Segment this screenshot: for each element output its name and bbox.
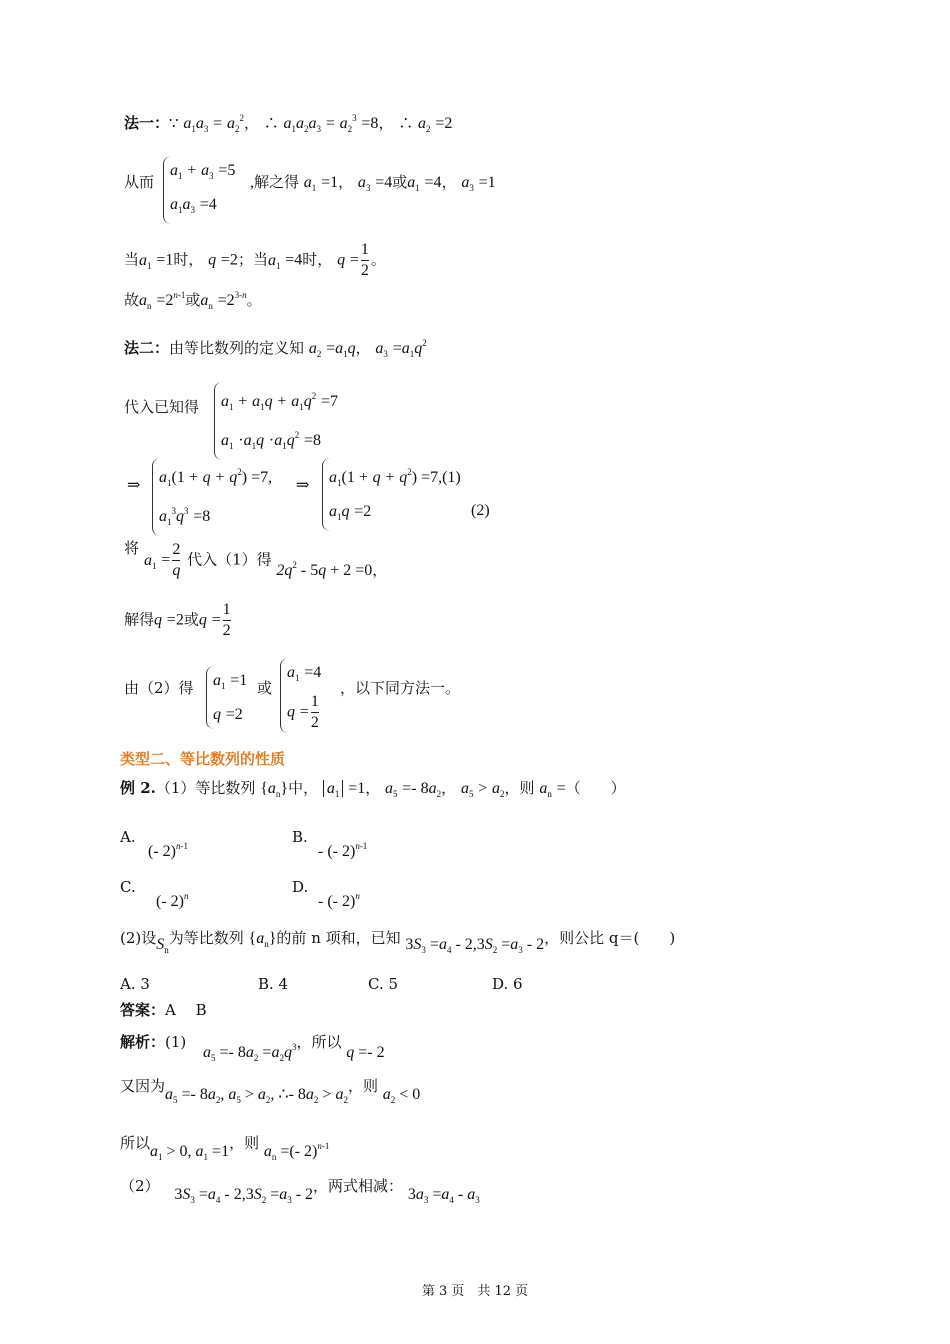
system-1: $a_1 + a_3 =5$ $a_1a_3 =4$ [163, 156, 235, 224]
jiang-label: 将 [124, 539, 140, 557]
choice-2B: B. 4 [258, 975, 289, 993]
substitute-line: $a_1$ = $\frac{2}{q}$ 代入（1）得 $2q^2 - 5q + 2 =0$， [144, 541, 388, 579]
example-label: 例 2. [120, 779, 156, 797]
when-line: 当$a_1 =1$时， q =2；当$a_1 =4$时， q = $\frac{1}{2}$ 。 [124, 241, 386, 279]
method2-label: 法二： [124, 339, 170, 357]
analysis-line1: 解析：(1) $a_5 =- 8a_2 =a_2q^3$，所以 q =- 2 [120, 1033, 385, 1063]
option-D-label: D. [292, 878, 309, 896]
option-B-label: B. [292, 828, 308, 846]
then-text: ，以下同方法一。 [340, 679, 461, 697]
solve-q-line: 解得q =2或q = $\frac{1}{2}$ [124, 601, 231, 639]
system-6: $a_1 =4$ q = $\frac{1}{2}$ [280, 658, 321, 733]
example2-part2: (2)设$S_n$为等比数列 $\{a_n\}$的前 n 项和，已知 $3S_3 =a_4 - 2,3S_2 =a_3 - 2$，则公比 q＝( ) [120, 929, 676, 955]
system-3: $a_1(1 + q + q^2) =7$, $a_1^3q^3 =8$ [152, 458, 272, 536]
implies-arrow-2: ⇒ [296, 477, 310, 494]
method2-line1: 法二：由等比数列的定义知 $a_2 =a_1q$， $a_3 =a_1q^2$ [124, 338, 427, 359]
example2-line1: 例 2.（1）等比数列 $\{a_n\}$中， $a_1 =1$， $a_5 =- 8a_2$， $a_5 > a_2$，则 $a_n$ =（ ） [120, 779, 626, 799]
analysis-line3: 所以$a_1 > 0$, $a_1 =1$，则 $a_n$ =(- 2)$^{n-1}$ [120, 1134, 330, 1162]
option-C: (- 2)$^n$ [156, 891, 189, 910]
system-5: $a_1 =1$ q =2 [206, 666, 247, 729]
implies-arrow-1: ⇒ [127, 477, 141, 494]
answer-line: 答案：A B [120, 1001, 207, 1019]
or-text: 或 [257, 679, 273, 697]
from2-text: 由（2）得 [124, 679, 194, 697]
analysis-line4: （2） $3S_3 =a_4 - 2,3S_2 =a_3 - 2$，两式相减： $3a_3 =a_4 - a_3$ [120, 1177, 480, 1205]
from-text: 从而 [124, 173, 155, 191]
choice-2A: A. 3 [120, 975, 150, 993]
page-footer: 第 3 页 共 12 页 [421, 1284, 529, 1299]
choice-2D: D. 6 [492, 975, 523, 993]
answer-value: A B [165, 1001, 207, 1019]
option-B: - (- 2)$^{n-1}$ [318, 841, 368, 860]
system-4: $a_1(1 + q + q^2) =7,(1)$ $a_1q =2$ (2) [322, 458, 499, 531]
choice-2C: C. 5 [368, 975, 399, 993]
option-A: (- 2)$^{n-1}$ [148, 841, 188, 860]
method1-label: 法一： [124, 114, 170, 132]
because-symbol: ∵ [169, 114, 179, 132]
option-C-label: C. [120, 878, 136, 896]
solve-line: ,解之得 $a_1 =1$， $a_3 =4$或$a_1 =4$， $a_3 =1$ [250, 173, 496, 193]
analysis-line2: 又因为$a_5 =- 8a_2$, $a_5 > a_2$, ∴- $8a_2 > a_2$，则 $a_2 < 0$ [120, 1077, 421, 1105]
system-2: $a_1 + a_1q + a_1q^2 =7$ $a_1 \cdot a_1q \cdot a_1q^2 =8$ [214, 382, 338, 460]
option-D: - (- 2)$^n$ [318, 891, 360, 910]
option-A-label: A. [120, 828, 136, 846]
therefore-symbol: ∴ [263, 114, 279, 132]
method1-line1: 法一：∵ $a_1a_3 = a_2^2$， ∴ $a_1a_2a_3 = a_2^3 =8$， ∴ $a_2 =2$ [124, 113, 453, 134]
conclusion-line: 故$a_n =2^{n-1}$或$a_n =2^{3-n}$。 [124, 290, 262, 311]
substitute-text: 代入已知得 [124, 398, 200, 416]
section-title: 类型二、等比数列的性质 [120, 750, 286, 768]
